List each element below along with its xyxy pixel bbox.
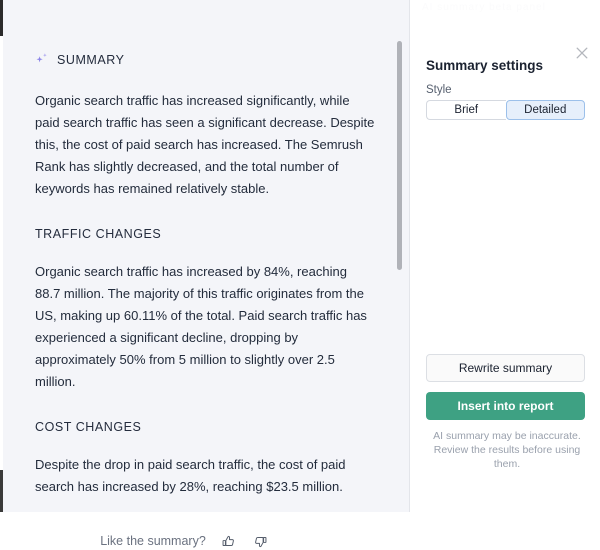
summary-scrollbar-thumb[interactable] bbox=[397, 41, 402, 270]
feedback-label: Like the summary? bbox=[100, 534, 206, 548]
summary-scroll-area[interactable] bbox=[3, 0, 409, 548]
summary-scrollbar-track[interactable] bbox=[396, 0, 406, 512]
style-toggle-group bbox=[426, 100, 585, 120]
close-icon[interactable] bbox=[571, 42, 593, 64]
style-option-detailed[interactable]: Detailed bbox=[506, 100, 586, 120]
insert-into-report-button[interactable]: Insert into report bbox=[426, 392, 585, 420]
rewrite-summary-button[interactable]: Rewrite summary bbox=[426, 354, 585, 382]
section-body-cost-changes: Despite the drop in paid search traffic, the cost of paid search has increased by 28%, reaching $23.5 million. bbox=[35, 457, 346, 494]
summary-panel bbox=[3, 0, 409, 548]
settings-title: Summary settings bbox=[426, 58, 544, 73]
section-heading-traffic-changes: TRAFFIC CHANGES bbox=[35, 227, 162, 241]
summary-settings-panel bbox=[410, 0, 600, 512]
section-body-traffic-changes: Organic search traffic has increased by 84%, reaching 88.7 million. The majority of this traffic originates from the US, making up 60.11% of the total. Paid search traffic has experienced a significant decline, dropping by approximately 50% from 5 million to slightly over 2.5 million. bbox=[35, 264, 367, 389]
thumbs-up-icon[interactable] bbox=[220, 532, 238, 550]
sparkle-icon bbox=[35, 52, 49, 68]
summary-heading-row bbox=[35, 52, 375, 68]
summary-title: SUMMARY bbox=[57, 53, 125, 67]
style-label: Style bbox=[426, 84, 452, 96]
thumbs-down-icon[interactable] bbox=[252, 532, 270, 550]
style-option-brief[interactable]: Brief bbox=[426, 100, 506, 120]
feedback-row bbox=[35, 532, 375, 550]
clipped-header-text: AI summary beta panel bbox=[422, 2, 546, 13]
section-heading-cost-changes: COST CHANGES bbox=[35, 420, 142, 434]
summary-intro-paragraph: Organic search traffic has increased significantly, while paid search traffic has seen a significant decrease. Despite this, the cost of paid search has increased. The Semrush Rank has slightly decreased, and the total number of keywords has remained relatively stable. bbox=[35, 93, 375, 196]
summary-content bbox=[3, 0, 409, 550]
ai-disclaimer-text: AI summary may be inaccurate. Review the results before using them. bbox=[433, 430, 581, 470]
